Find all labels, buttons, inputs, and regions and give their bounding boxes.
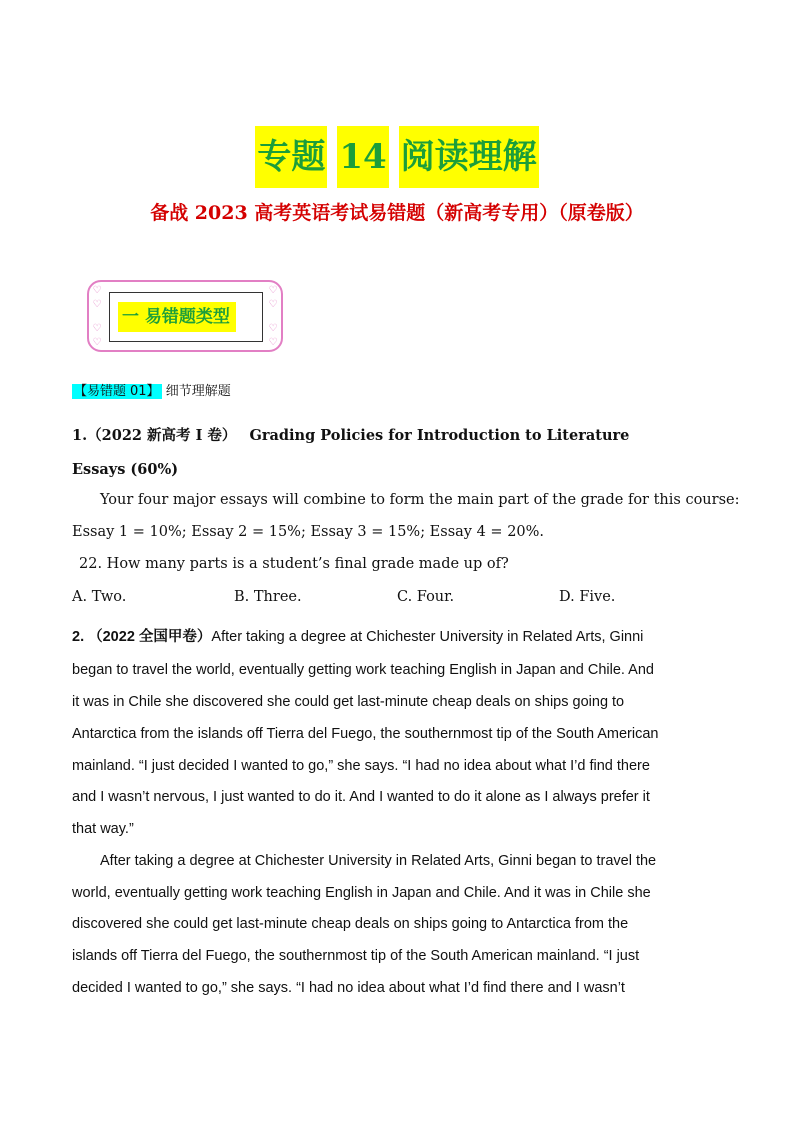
q1-option-d: D. Five. [559, 589, 616, 605]
q2-source: 2. （2022 全国甲卷） [72, 629, 212, 645]
q1-subheading: Essays (60%) [72, 461, 179, 478]
section-type-box [87, 280, 283, 352]
q2-paragraph-line: Antarctica from the islands off Tierra del Fuego, the southernmost tip of the South American [72, 726, 659, 742]
q1-option-c: C. Four. [397, 589, 455, 605]
q2-paragraph-line: After taking a degree at Chichester University in Related Arts, Ginni began to travel the [100, 853, 657, 869]
error-type-prefix: 【易错题 [74, 384, 127, 399]
error-type-tag [72, 381, 231, 403]
page-title [0, 126, 794, 188]
q2-paragraph-line: islands off Tierra del Fuego, the southernmost tip of the South American mainland. “I just [72, 948, 640, 964]
section-type-label: 一 易错题类型 [118, 302, 236, 332]
q2-paragraph-line: decided I wanted to go,” she says. “I had no idea about what I’d find there and I wasn’t [72, 980, 625, 996]
error-type-number: 01】 [130, 384, 160, 399]
q1-paragraph-line: Essay 1 = 10%; Essay 2 = 15%; Essay 3 = 15%; Essay 4 = 20%. [72, 524, 545, 540]
q2-paragraph-line [72, 625, 643, 646]
heart-icon: ♡ [268, 323, 278, 334]
heart-icon: ♡ [92, 285, 102, 296]
q2-paragraph-line: world, eventually getting work teaching English in Japan and Chile. And it was in Chile she [72, 885, 651, 901]
heart-icon: ♡ [268, 337, 278, 348]
heart-icon: ♡ [92, 323, 102, 334]
title-part-subject: 阅读理解 [399, 126, 539, 188]
q2-paragraph-line: mainland. “I just decided I wanted to go,” she says. “I had no idea about what I’d find there [72, 758, 650, 774]
section-type-inner-frame [109, 292, 263, 342]
heart-icon: ♡ [268, 299, 278, 310]
q1-option-a: A. Two. [72, 589, 127, 605]
q1-question: 22. How many parts is a student’s final grade made up of? [79, 556, 509, 572]
q2-text: After taking a degree at Chichester University in Related Arts, Ginni [211, 629, 644, 645]
heart-icon: ♡ [92, 337, 102, 348]
q2-paragraph-line: discovered she could get last-minute cheap deals on ships going to Antarctica from the [72, 916, 629, 932]
q1-paragraph-line: Your four major essays will combine to form the main part of the grade for this course: [100, 492, 740, 508]
heart-icon: ♡ [92, 299, 102, 310]
heart-icon: ♡ [268, 285, 278, 296]
q1-option-b: B. Three. [234, 589, 302, 605]
q2-paragraph-line: it was in Chile she discovered she could get last-minute cheap deals on ships going to [72, 694, 625, 710]
page-subtitle: 备战 2023 高考英语考试易错题（新高考专用）（原卷版） [150, 202, 644, 224]
title-part-number: 14 [337, 126, 388, 188]
q1-heading: Grading Policies for Introduction to Literature [249, 427, 630, 444]
q2-paragraph-line: that way.” [72, 821, 134, 837]
title-part-topic: 专题 [255, 126, 327, 188]
q2-paragraph-line: began to travel the world, eventually getting work teaching English in Japan and Chile. And [72, 662, 654, 678]
q2-paragraph-line: and I wasn’t nervous, I just wanted to do it. And I wanted to do it alone as I always prefer it [72, 789, 650, 805]
error-type-name: 细节理解题 [161, 384, 231, 399]
q1-source: 1.（2022 新高考 I 卷） [72, 427, 237, 444]
q1-heading-line [72, 424, 629, 445]
